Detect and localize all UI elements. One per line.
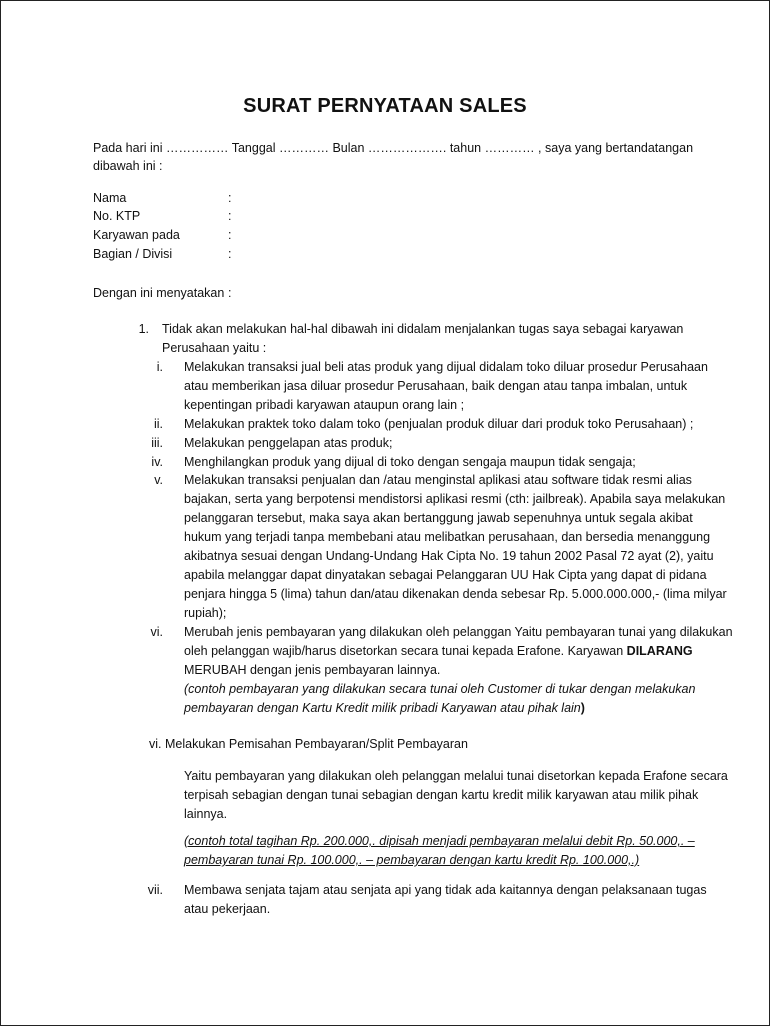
note-line	[184, 699, 680, 718]
sub-item-number: i.	[156, 360, 163, 374]
text-line: Melakukan transaksi penjualan dan /atau menginstal aplikasi atau software tidak resmi alias	[184, 473, 692, 487]
sub-item-iii-text: Melakukan penggelapan atas produk;	[184, 436, 393, 450]
text-line: Membawa senjata tajam atau senjata api yang tidak ada kaitannya dengan pelaksanaan tugas	[184, 883, 707, 897]
text-line: hukum yang terjadi tanpa membebani atau melibatkan perusahaan, dan bersedia menanggung	[184, 530, 711, 544]
bold-emphasis: DILARANG	[626, 644, 693, 658]
sub-item-ii-text: Melakukan praktek toko dalam toko (penjualan produk diluar dari produk toko Perusahaan) ;	[184, 417, 694, 431]
sub-item-number: vi.	[150, 625, 163, 639]
note-close-paren: )	[580, 701, 585, 715]
text-line: pelanggaran tersebut, maka saya akan bertanggung jawab sepenuhnya untuk segala akibat	[184, 511, 693, 525]
example-line: pembayaran tunai Rp. 100.000,. – pembayaran dengan kartu kredit Rp. 100.000,.)	[184, 853, 640, 867]
text-line: kepentingan pribadi karyawan ataupun orang lain ;	[184, 398, 465, 412]
sub-item-v-text	[184, 471, 727, 623]
text-segment: oleh pelanggan wajib/harus disetorkan secara tunai kepada Erafone. Karyawan	[184, 644, 624, 658]
sub-item-number: vii.	[147, 883, 163, 897]
sub-item-number: iv.	[151, 455, 163, 469]
field-colon: :	[228, 228, 232, 242]
field-label-karyawan: Karyawan pada	[93, 228, 180, 242]
text-line: penjara hingga 5 (lima) tahun dan/atau dikenakan denda sebesar Rp. 5.000.000.000,- (lima milyar	[184, 587, 727, 601]
text-line: bajakan, serta yang berpotensi mendistorsi aplikasi resmi (cth: jailbreak). Apabila saya melakukan	[184, 492, 726, 506]
sub-item-vii-text	[184, 881, 707, 919]
text-line: Merubah jenis pembayaran yang dilakukan oleh pelanggan Yaitu pembayaran tunai yang dilakukan	[184, 625, 733, 639]
sub-item-iv-text: Menghilangkan produk yang dijual di toko dengan sengaja maupun tidak sengaja;	[184, 455, 636, 469]
text-line: MERUBAH dengan jenis pembayaran lainnya.	[184, 663, 441, 677]
text-line: akibatnya sesuai dengan Undang-Undang Hak Cipta No. 19 tahun 2002 Pasal 72 ayat (2), yaitu	[184, 549, 714, 563]
field-colon: :	[228, 209, 232, 223]
text-line: Perusahaan yaitu :	[162, 341, 267, 355]
note-segment: pembayaran dengan Kartu Kredit milik pribadi Karyawan atau pihak lain	[184, 701, 581, 715]
sub-item-number: ii.	[153, 417, 163, 431]
intro-line-2: dibawah ini :	[93, 159, 163, 173]
text-line	[184, 642, 693, 661]
field-colon: :	[228, 191, 232, 205]
text-line: atau pekerjaan.	[184, 902, 271, 916]
note-line: (contoh pembayaran yang dilakukan secara tunai oleh Customer di tukar dengan melakukan	[184, 682, 696, 696]
text-line: rupiah);	[184, 606, 227, 620]
field-label-nama: Nama	[93, 191, 127, 205]
intro-line-1: Pada hari ini …………… Tanggal ………… Bulan ………………. tahun ………… , saya yang bertandatangan	[93, 141, 694, 155]
sub-item-vi-b-heading: vi. Melakukan Pemisahan Pembayaran/Split Pembayaran	[149, 737, 468, 751]
sub-item-vi-b-text	[184, 767, 728, 824]
sub-item-number: iii.	[151, 436, 163, 450]
text-line: atau memberikan jasa diluar prosedur Perusahaan, baik dengan atau tanpa imbalan, untuk	[184, 379, 688, 393]
item-number: 1.	[138, 322, 149, 336]
field-colon: :	[228, 247, 232, 261]
example-line: (contoh total tagihan Rp. 200.000,. dipisah menjadi pembayaran melalui debit Rp. 50.000,. –	[184, 834, 695, 848]
text-line: lainnya.	[184, 807, 228, 821]
item-1-text	[162, 320, 684, 358]
text-line: apabila melanggar dapat dinyatakan sebagai Pelanggaran UU Hak Cipta yang dapat di pidana	[184, 568, 707, 582]
field-label-ktp: No. KTP	[93, 209, 141, 223]
sub-item-vi-text	[184, 623, 733, 718]
text-line: terpisah sebagian dengan tunai sebagian dengan kartu kredit milik karyawan atau milik pihak	[184, 788, 699, 802]
text-line: Melakukan transaksi jual beli atas produk yang dijual didalam toko diluar prosedur Perusahaan	[184, 360, 708, 374]
document-title: SURAT PERNYATAAN SALES	[243, 95, 527, 117]
text-line: Tidak akan melakukan hal-hal dibawah ini didalam menjalankan tugas saya sebagai karyawan	[162, 322, 684, 336]
statement-colon: :	[228, 286, 232, 300]
statement-label: Dengan ini menyatakan	[93, 286, 225, 300]
field-label-bagian: Bagian / Divisi	[93, 247, 173, 261]
sub-item-number: v.	[154, 473, 163, 487]
sub-item-i-text	[184, 358, 708, 415]
text-line: Yaitu pembayaran yang dilakukan oleh pelanggan melalui tunai disetorkan kepada Erafone secara	[184, 769, 728, 783]
sub-item-vi-b-example	[184, 832, 695, 870]
